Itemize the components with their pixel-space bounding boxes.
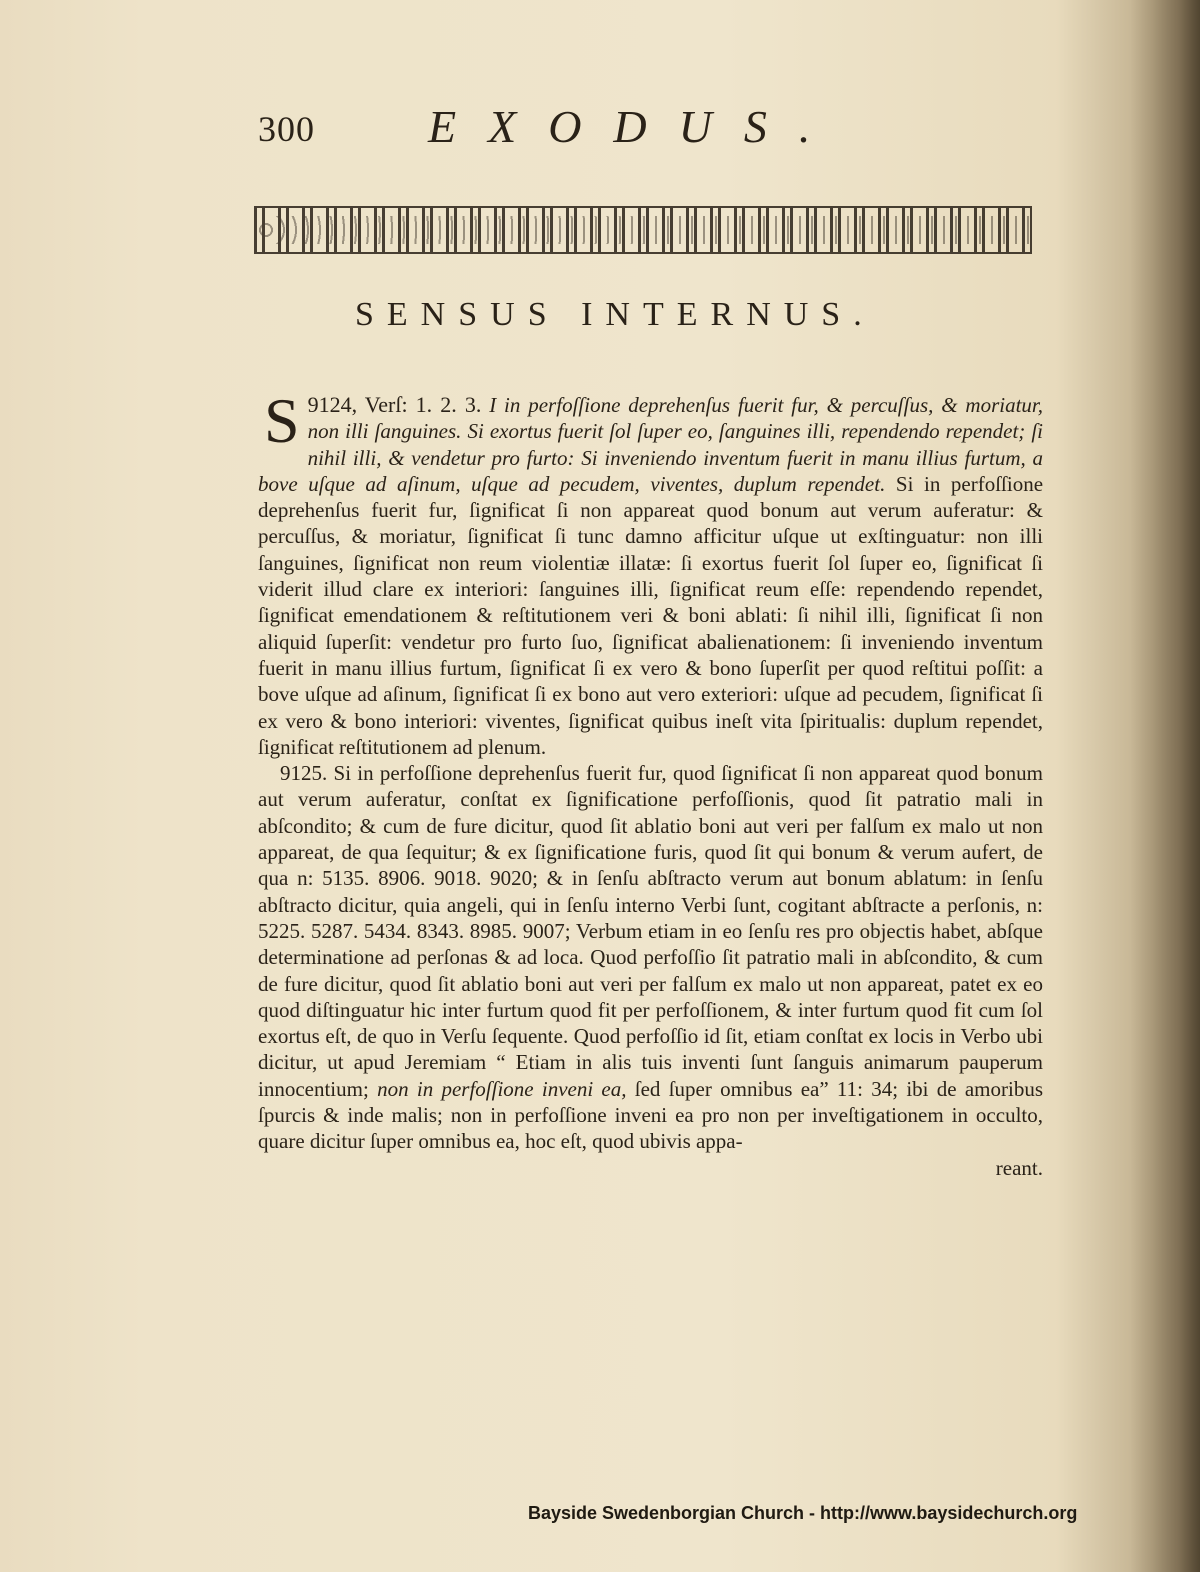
paragraph-9125 (258, 760, 1043, 1154)
paragraph-9124 (258, 385, 1044, 760)
paragraph-9125-part2: ſed ſuper omnibus ea” 11: 34; ibi de amoribus ſpurcis & inde malis; non in perfoſſione inveni ea pro non per inveſtigationem in occulto, quare dicitur ſuper omnibus ea, hoc eſt, quod ubivis appa- (258, 1076, 1044, 1154)
verse-reference: 9124, Verſ: 1. 2. 3. (307, 392, 482, 417)
watermark-caption: Bayside Swedenborgian Church - http://www.baysidechurch.org (528, 1503, 1078, 1523)
body-text (258, 385, 1044, 1181)
paragraph-9125-part1: 9125. Si in perfoſſione deprehenſus fuerit fur, quod ſignificat ſi non appareat quod bonum aut verum auferatur, conſtat ex ſignificatione perfoſſionis, quod ſit patratio mali in abſcondito; & cum de fure dicitur, quod ſit ablatio boni aut veri per falſum ex malo ut non appareat, de qua ſequitur; & ex ſignificatione furis, quod ſit qui bonum & verum aufert, de qua n: 5135. 8906. 9018. 9020; & in ſenſu abſtracto verum aut bonum ablatum: in ſenſu abſtracto dicitur, quia angeli, qui in ſenſu interno Verbi ſunt, cogitant abſtracte a perſonis, n: 5225. 5287. 5434. 8343. 8985. 9007; Verbum etiam in eo ſenſu res pro objectis habet, abſque determinatione ad perſonas & ad loca. Quod perfoſſio ſit patratio mali in abſcondito, & cum de fure dicitur, quod ſit ablatio boni aut veri per falſum ex malo ut non appareat, patet ex eo quod diſtinguatur hic inter furtum quod fit per perfoſſionem, & inter furtum quod fit cum ſol exortus eſt, de quo in Verſu ſequente. Quod perfoſſio id ſit, etiam conſtat ex locis in Verbo ubi dicitur, ut apud Jeremiam “ Etiam in alis tuis inventi ſunt ſanguis animarum pauperum innocentium; (258, 761, 1043, 1101)
paragraph-9125-last-word: reant. (995, 1155, 1043, 1180)
scripture-text: I in perfoſſione deprehenſus fuerit fur, & percuſſus, & moriatur, non illi ſanguines. Si exortus fuerit ſol ſuper eo, ſanguines illi, rependendo rependet; ſi nihil illi, & vendetur pro furto: Si inveniendo inventum fuerit in manu illius furtum, a bove uſque ad aſinum, uſque ad pecudem, viventes, duplum rependet. (258, 393, 1044, 496)
paragraph-9125-italic-quote: non in perfoſſione inveni ea, (377, 1076, 627, 1101)
decorative-ornament-band (254, 206, 1032, 254)
drop-cap: S (264, 385, 300, 456)
section-title: SENSUS INTERNUS. (355, 296, 875, 333)
commentary-text: Si in perfoſſione deprehenſus fuerit fur, ſignificat ſi non appareat quod bonum aut verum auferatur: & percuſſus, & moriatur, ſignificat ſi tunc damno afficitur uſque ut exſtinguatur: non illi ſanguines, ſignificat non reum violentiæ illatæ: ſi exortus fuerit ſol ſuper eo, ſignificat ſi viderit illud clare ex interiori: ſanguines illi, ſignificat reum eſſe: rependendo rependet, ſignificat emendationem & reſtitutionem veri & boni ablati: ſi nihil illi, ſignificat ſi non aliquid ſuperſit: vendetur pro furto ſuo, ſignificat abalienationem: ſi inveniendo inventum fuerit in manu illius furtum, ſignificat ſi ex vero & bono ſuperſit per quod reſtitui poſſit: a bove uſque ad aſinum, ſignificat ſi ex bono aut vero exteriori: uſque ad pecudem, ſignificat ſi ex vero & bono interiori: viventes, ſignificat quibus ineſt vita ſpiritualis: duplum rependet, ſignificat reſtitutionem ad plenum. (258, 471, 1044, 759)
page-header (258, 100, 878, 160)
running-head: EXODUS. (428, 101, 843, 152)
page-edge-shadow (1130, 0, 1200, 1572)
page-number: 300 (258, 109, 315, 149)
